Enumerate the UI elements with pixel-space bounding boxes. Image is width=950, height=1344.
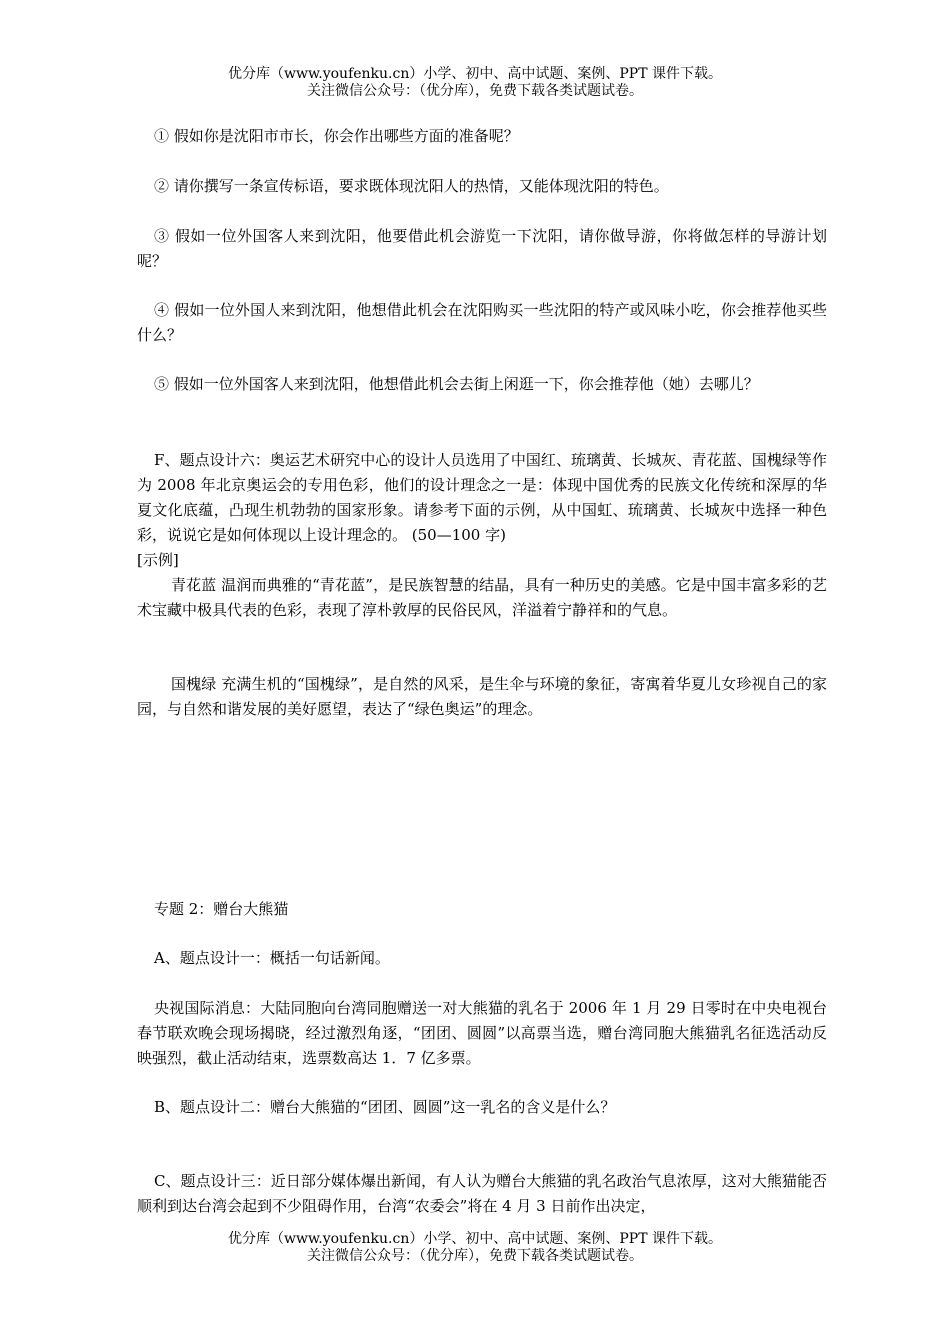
question-5: ⑤ 假如一位外国客人来到沈阳，他想借此机会去街上闲逛一下，你会推荐他（她）去哪儿？ bbox=[154, 375, 759, 393]
question-2: ② 请你撰写一条宣传标语，要求既体现沈阳人的热情，又能体现沈阳的特色。 bbox=[154, 177, 669, 195]
topic-2-question-b: B、题点设计二：赠台大熊猫的“团团、圆圆”这一乳名的含义是什么？ bbox=[154, 1098, 616, 1116]
topic-2-question-a: A、题点设计一：概括一句话新闻。 bbox=[154, 949, 390, 967]
topic-2-title: 专题 2：赠台大熊猫 bbox=[154, 900, 289, 918]
example-guohuailv: 国槐绿 充满生机的“国槐绿”，是自然的风采，是生伞与环境的象征，寄寓着华夏儿女珍视自己的家园，与自然和谐发展的美好愿望，表达了“绿色奥运”的理念。 bbox=[137, 675, 827, 718]
section-f-text: F、题点设计六：奥运艺术研究中心的设计人员选用了中国红、琉璃黄、长城灰、青花蓝、国槐绿等作为 2008 年北京奥运会的专用色彩，他们的设计理念之一是：体现中国优秀的民族文化传统和深厚的华夏文化底蕴，凸现生机勃勃的国家形象。请参考下面的示例，从中国虹、琉璃黄、长城灰中选择一种色彩，说说它是如何体现以上设计理念的。 (50—100 字) bbox=[137, 451, 827, 544]
footer-line-2: 关注微信公众号：（优分库），免费下载各类试题试卷。 bbox=[307, 1248, 643, 1264]
question-3: ③ 假如一位外国客人来到沈阳，他要借此机会游览一下沈阳，请你做导游，你将做怎样的导游计划呢？ bbox=[137, 227, 827, 270]
question-4: ④ 假如一位外国人来到沈阳，他想借此机会在沈阳购买一些沈阳的特产或风味小吃，你会推荐他买些什么？ bbox=[137, 301, 827, 344]
page-footer bbox=[0, 1231, 950, 1265]
example-label: [示例] bbox=[137, 551, 179, 569]
example-qinghualan: 青花蓝 温润而典雅的“青花蓝”，是民族智慧的结晶，具有一种历史的美感。它是中国丰富多彩的艺术宝藏中极具代表的色彩，表现了淳朴敦厚的民俗民风，洋溢着宁静祥和的气息。 bbox=[137, 576, 827, 619]
page-header bbox=[0, 66, 950, 100]
topic-2-news: 央视国际消息：大陆同胞向台湾同胞赠送一对大熊猫的乳名于 2006 年 1 月 29 日零时在中央电视台春节联欢晚会现场揭晓，经过激烈角逐，“团团、圆圆”以高票当选，赠台湾同胞大熊猫乳名征选活动反映强烈，截止活动结束，选票数高达 1．7 亿多票。 bbox=[137, 999, 827, 1067]
header-line-2: 关注微信公众号：（优分库），免费下载各类试题试卷。 bbox=[307, 83, 643, 99]
topic-2-question-c: C、题点设计三：近日部分媒体爆出新闻，有人认为赠台大熊猫的乳名政治气息浓厚，这对大熊猫能否顺利到达台湾会起到不少阻碍作用，台湾“农委会”将在 4 月 3 日前作出决定， bbox=[137, 1172, 827, 1215]
footer-line-1: 优分库（www.youfenku.cn）小学、初中、高中试题、案例、PPT 课件下载。 bbox=[227, 1231, 722, 1247]
header-line-1: 优分库（www.youfenku.cn）小学、初中、高中试题、案例、PPT 课件下载。 bbox=[227, 66, 722, 82]
question-1: ① 假如你是沈阳市市长，你会作出哪些方面的准备呢？ bbox=[154, 127, 519, 145]
